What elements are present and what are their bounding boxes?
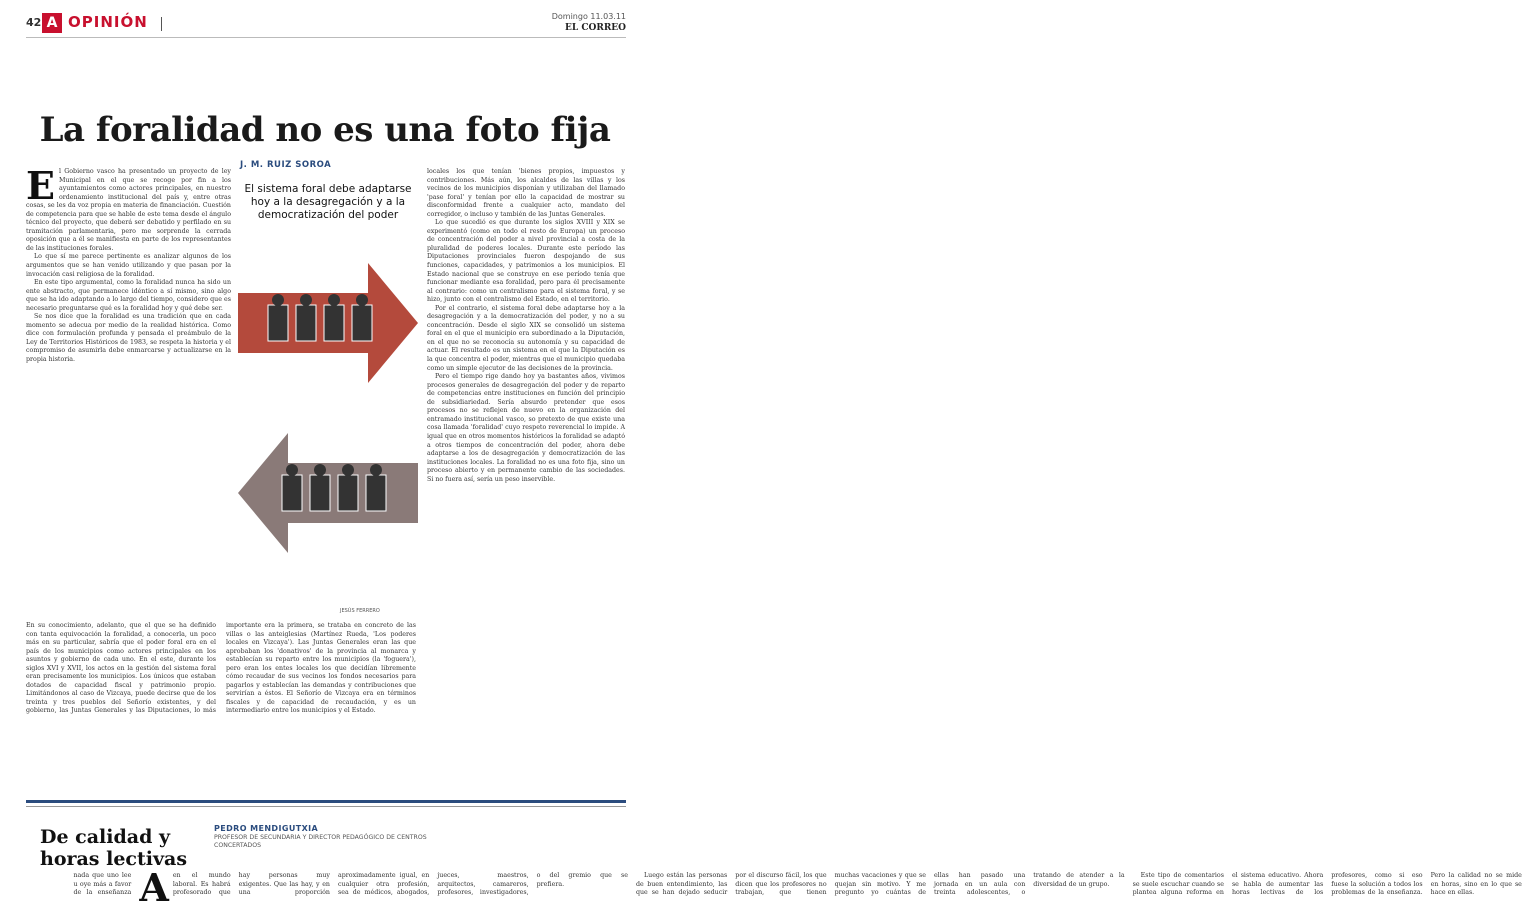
second-article-author: PEDRO MENDIGUTXIA: [214, 824, 319, 833]
newspaper-name: EL CORREO: [565, 23, 626, 33]
article-paragraph: En su conocimiento, adelanto, que el que se ha definido con tanta equivocación la foralidad, a conocerla, un poco más en su particular, sabría que el poder foral era en el país de los municipios como actores principales en los asuntos y gobierno de cada uno. En el este, durante los siglos XVI y XVII, los actos en la gestión del sistema foral eran precisamente los municipios. Los únicos que estaban dotados de capacidad fiscal y patrimonio propio. Limitándonos al caso de Vizcaya, puede decirse que de los treinta y tres pueblos del Señorío existentes, y del gobierno, las Juntas Generales y las Diputaciones, lo más importante era la primera, se trataba en concreto de las villas o las anteiglesias (Martínez Rueda, 'Los poderes locales en Vizcaya'). Las Juntas Generales eran las que aprobaban los 'donativos' de la provincia al monarca y establecían su reparto entre los municipios (la 'foguera'), pero eran los entes locales los que decidían libremente cómo recaudar de sus vecinos los fondos necesarios para pagarlos y establecían las demandas y contribuciones que servirían a éstos. El Señorío de Vizcaya era en términos fiscales y de capacidad de recaudación, y es un intermediario entre los municipios y el Estado.: [26, 622, 416, 715]
illustration-credit: JESÚS FERRERO: [340, 608, 380, 614]
issue-date: Domingo 11.03.11: [551, 12, 626, 21]
article-headline: La foralidad no es una foto fija: [39, 110, 611, 150]
section-title: OPINIÓN: [68, 13, 148, 31]
page-header: [26, 12, 626, 38]
article-column-right: [427, 168, 625, 803]
article-column-bottom: [26, 622, 416, 797]
article-paragraph: Luego están las personas de buen entendimiento, las que se han dejado seducir por el discurso fácil, los que dicen que los profesores no trabajan, que tienen muchas vacaciones y que se quejan sin motivo. Y me pregunto yo cuántas de ellas han pasado una jornada en un aula con treinta adolescentes, o tratando de atender a la diversidad de un grupo.: [635, 872, 1125, 897]
article-author: J. M. RUIZ SOROA: [240, 160, 332, 170]
article-subheadline: El sistema foral debe adaptarse hoy a la desagregación y a la democratización del poder: [244, 183, 412, 221]
article-paragraph: Por el contrario, el sistema foral debe adaptarse hoy a la desagregación y a la democratización del poder, y no a su concentración. Desde el siglo XIX se consolidó un sistema foral en el que el municipio era subordinado a la Diputación, en el que no se reconocía su autonomía y su capacidad de actuar. El resultado es un sistema en el que la Diputación es la que concentra el poder, mientras que el municipio quedaba como un simple ejecutor de las decisiones de la provincia.: [427, 304, 625, 372]
drop-cap: A: [139, 865, 169, 910]
section-divider: [161, 17, 162, 31]
article-paragraph: Pero el tiempo rige dando hoy ya bastantes años, vivimos procesos generales de desagregación del poder y de reparto de competencias entre instituciones en función del principio de subsidiariedad. Sería absurdo pretender que esos procesos no se reflejen de nuevo en la organización del entramado institucional vasco, so pretexto de que existe una cosa llamada 'foralidad' cuyo respeto reverencial lo impide. A igual que en otros momentos históricos la foralidad se adaptó a otros tiempos de concentración del poder, ahora debe adaptarse a los de desagregación y democratización de las instituciones locales. La foralidad no es una foto fija, sino un proceso abierto y en permanente cambio de las sociedades. Si no fuera así, sería un peso inservible.: [427, 373, 625, 483]
article-paragraph: Se nos dice que la foralidad es una tradición que en cada momento se adecua por medio de la realidad histórica. Como dice con formulación profunda y pensada el preámbulo de la Ley de Territorios Históricos de 1983, se respeta la historia y el compromiso de asumirla debe enmarcarse y actualizarse en la propia historia.: [26, 313, 231, 364]
article-column-left: [26, 163, 231, 620]
article-paragraph: A nada que uno lee u oye más a favor de la enseñanza en el mundo laboral. Es habrá profesorado que hay personas muy exigentes. Que las hay, y en una proporción aproximadamente igual, en cualquier otra profesión, sea de médicos, abogados, jueces, maestros, arquitectos, camareros, profesores, investigadores, o del gremio que se prefiera.: [40, 872, 628, 899]
second-article-headline: De calidad y horas lectivas: [40, 826, 188, 870]
second-article-author-role: PROFESOR DE SECUNDARIA Y DIRECTOR PEDAGÓGICO DE CENTROS CONCERTADOS: [214, 834, 427, 849]
section-separator-thin: [26, 806, 626, 807]
newspaper-logo: A: [42, 13, 62, 33]
article-paragraph: El Gobierno vasco ha presentado un proyecto de ley Municipal en el que se recoge por fin a los ayuntamientos como actores principales, en nuestro ordenamiento institucional del país y, entre otras cosas, se les da voz propia en materia de financiación. Cuestión de competencia para que se hable de este tema desde el ángulo técnico del proyecto, que deberá ser debatido y perfilado en su tramitación parlamentaria, pero me sorprende la cerrada oposición que a él se manifiesta en parte de los representantes de las instituciones forales.: [26, 163, 231, 252]
article-paragraph: Lo que sucedió es que durante los siglos XVIII y XIX se experimentó (como en todo el resto de Europa) un proceso de concentración del poder a nivel provincial a costa de la pluralidad de poderes locales. Durante este período las Diputaciones provinciales fueron despojando de sus funciones, capacidades, y patrimonios a los municipios. El Estado nacional que se construye en ese período tenía que funcionar mediante esa foralidad, pero para él precisamente al contrario: como un centralismo para el sistema foral, y se hizo, junto con el centralismo del Estado, en el territorio.: [427, 219, 625, 304]
article-paragraph: Lo que sí me parece pertinente es analizar algunos de los argumentos que se han venido utilizando y que pasan por la invocación casi religiosa de la foralidad.: [26, 253, 231, 278]
drop-cap: E: [26, 163, 55, 208]
article-illustration: [238, 253, 418, 611]
article-paragraph: locales los que tenían 'bienes propios, impuestos y contribuciones. Más aún, los alcaldes de las villas y los vecinos de los municipios disponían y utilizaban del llamado 'pase foral' y tenían por ello la capacidad de mostrar su disconformidad frente a cualquier acto, mandato del corregidor, o incluso y también de las Juntas Generales.: [427, 168, 625, 218]
article-paragraph: En este tipo argumental, como la foralidad nunca ha sido un ente abstracto, que permanece idéntico a sí mismo, sino algo que se ha ido adaptando a lo largo del tiempo, considero que es necesario preguntarse qué es la foralidad hoy y qué debe ser.: [26, 279, 231, 312]
section-separator: [26, 800, 626, 803]
page-number: 42: [26, 16, 42, 29]
article-paragraph: Este tipo de comentarios se suele escuchar cuando se plantea alguna reforma en el sistema educativo. Ahora se habla de aumentar las horas lectivas de los profesores, como si eso fuese la solución a todos los problemas de la enseñanza. Pero la calidad no se mide en horas, sino en lo que se hace en ellas.: [1132, 872, 1522, 897]
second-article-body: [40, 865, 1522, 910]
